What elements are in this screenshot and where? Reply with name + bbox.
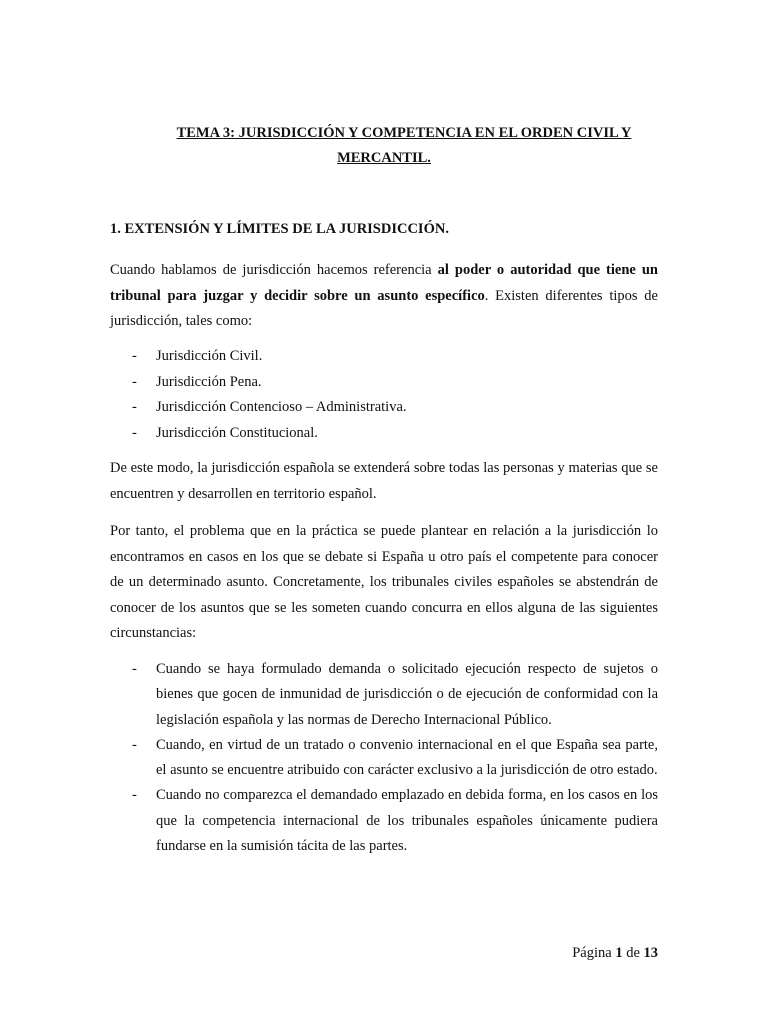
list-item-text: Jurisdicción Pena. xyxy=(156,373,262,390)
list-item-text: Jurisdicción Civil. xyxy=(156,348,263,364)
page-current: 1 xyxy=(615,945,623,961)
list-item-text: Cuando, en virtud de un tratado o convenio internacional en el que España sea parte, el asunto se encuentre atribuido con carácter exclusivo a la jurisdicción de otro estado. xyxy=(156,736,658,779)
dash-bullet: - xyxy=(132,736,137,753)
list-item xyxy=(110,370,658,396)
dash-bullet: - xyxy=(132,348,137,364)
dash-bullet: - xyxy=(132,661,137,677)
paragraph-1-intro: Cuando hablamos de jurisdicción hacemos referencia xyxy=(110,262,438,278)
list-item xyxy=(110,783,658,859)
document-title xyxy=(110,121,658,171)
dash-bullet: - xyxy=(132,424,137,441)
paragraph-1-bold: al poder o autoridad que tiene un tribunal para juzgar y decidir sobre un asunto específico xyxy=(110,262,658,304)
list-item-text: Cuando no comparezca el demandado emplazado en debida forma, en los casos en los que la competencia internacional de los tribunales españoles únicamente pudiera fundarse en la sumisión tácita de las partes. xyxy=(156,787,658,855)
list-item-text: Jurisdicción Constitucional. xyxy=(156,424,318,441)
list-item xyxy=(110,733,658,784)
paragraph-1 xyxy=(110,258,658,335)
paragraph-1-rest: . Existen diferentes tipos de jurisdicción, tales como: xyxy=(110,287,658,329)
list-item xyxy=(110,421,658,447)
of-label: de xyxy=(626,945,640,961)
list-item xyxy=(110,395,658,421)
dash-bullet: - xyxy=(132,787,137,804)
list-item xyxy=(110,657,658,733)
page-label: Página xyxy=(572,945,612,961)
list-item xyxy=(110,344,658,370)
page-number xyxy=(572,945,658,962)
title-line-2: MERCANTIL. xyxy=(337,150,431,166)
page-total: 13 xyxy=(643,945,658,961)
title-line-1: TEMA 3: JURISDICCIÓN Y COMPETENCIA EN EL ORDEN CIVIL Y xyxy=(176,125,632,141)
list-item-text: Cuando se haya formulado demanda o solicitado ejecución respecto de sujetos o bienes que gocen de inmunidad de jurisdicción o de ejecución de conformidad con la legislación española y las normas de Derecho Internacional Público. xyxy=(156,661,658,728)
section-heading: 1. EXTENSIÓN Y LÍMITES DE LA JURISDICCIÓN. xyxy=(110,221,449,237)
dash-bullet: - xyxy=(132,373,137,390)
paragraph-3: Por tanto, el problema que en la práctica se puede plantear en relación a la jurisdicción lo encontramos en casos en los que se debate si España u otro país el competente para conocer de un determinado asunto. Concretamente, los tribunales civiles españoles se abstendrán de conocer de los asuntos que se les someten cuando concurra en ellos alguna de las siguientes circunstancias: xyxy=(110,523,658,641)
circumstances-list xyxy=(110,657,658,859)
paragraph-2: De este modo, la jurisdicción española se extenderá sobre todas las personas y materias que se encuentren y desarrollen en territorio español. xyxy=(110,460,658,502)
list-item-text: Jurisdicción Contencioso – Administrativa. xyxy=(156,399,407,415)
jurisdiction-types-list xyxy=(110,344,658,446)
dash-bullet: - xyxy=(132,399,137,415)
